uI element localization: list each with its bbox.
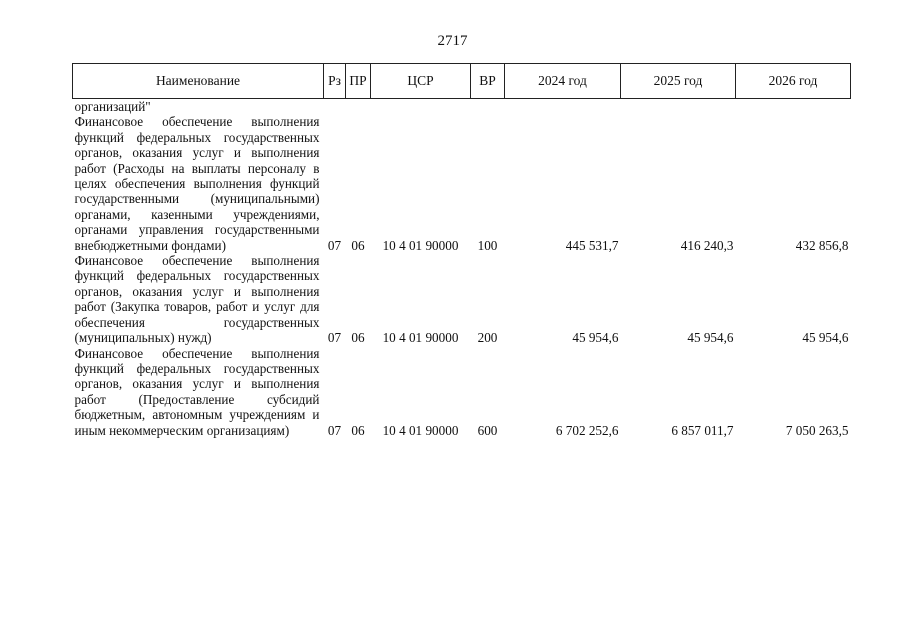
- row-vr: 600: [477, 422, 498, 438]
- row-2025: 416 240,3: [680, 237, 734, 253]
- row-2026: 432 856,8: [795, 237, 849, 253]
- continuation-text: организаций": [74, 99, 151, 114]
- header-pr: ПР: [346, 64, 371, 99]
- row-pr: 06: [351, 422, 365, 438]
- row-name: Финансовое обеспечение выполнения функций федеральных государственных органов, оказания услуг и выполнения работ (Закупка товаров, работ и услуг для обеспечения государственных (муниципальных) нужд): [74, 253, 320, 346]
- row-name: Финансовое обеспечение выполнения функций федеральных государственных органов, оказания услуг и выполнения работ (Расходы на выплаты персоналу в целях обеспечения выполнения функций государственными (муниципальными) органами, казенными учреждениями, органами управления государственными внебюджетными фондами): [74, 114, 320, 253]
- row-pr: 06: [351, 330, 365, 346]
- row-csr: 10 4 01 90000: [382, 422, 459, 438]
- row-rz: 07: [327, 422, 342, 438]
- row-rz: 07: [327, 330, 342, 346]
- header-csr: ЦСР: [371, 64, 471, 99]
- row-2026: 45 954,6: [802, 330, 849, 346]
- row-rz: 07: [327, 237, 342, 253]
- row-2024: 6 702 252,6: [555, 422, 619, 438]
- table-row: [73, 114, 851, 253]
- row-csr: 10 4 01 90000: [382, 330, 459, 346]
- row-vr: 200: [477, 330, 498, 346]
- budget-table: [72, 63, 851, 438]
- row-csr: 10 4 01 90000: [382, 237, 459, 253]
- row-name: Финансовое обеспечение выполнения функций федеральных государственных органов, оказания услуг и выполнения работ (Предоставление субсидий бюджетным, автономным учреждениям и иным некоммерческим организациям): [74, 345, 320, 438]
- header-2025: 2025 год: [621, 64, 736, 99]
- header-2024: 2024 год: [505, 64, 621, 99]
- row-2025: 6 857 011,7: [671, 422, 734, 438]
- row-2025: 45 954,6: [687, 330, 734, 346]
- header-vr: ВР: [471, 64, 505, 99]
- row-2024: 445 531,7: [565, 237, 619, 253]
- header-rz: Рз: [324, 64, 346, 99]
- row-2024: 45 954,6: [572, 330, 619, 346]
- page-number: 2717: [437, 33, 468, 49]
- header-2026: 2026 год: [736, 64, 851, 99]
- table-row-continuation: [73, 99, 851, 115]
- row-vr: 100: [477, 237, 498, 253]
- row-2026: 7 050 263,5: [785, 422, 849, 438]
- table-row: [73, 253, 851, 345]
- header-name: Наименование: [73, 64, 324, 99]
- table-header-row: [73, 64, 851, 99]
- row-pr: 06: [351, 237, 365, 253]
- table-row: [73, 346, 851, 438]
